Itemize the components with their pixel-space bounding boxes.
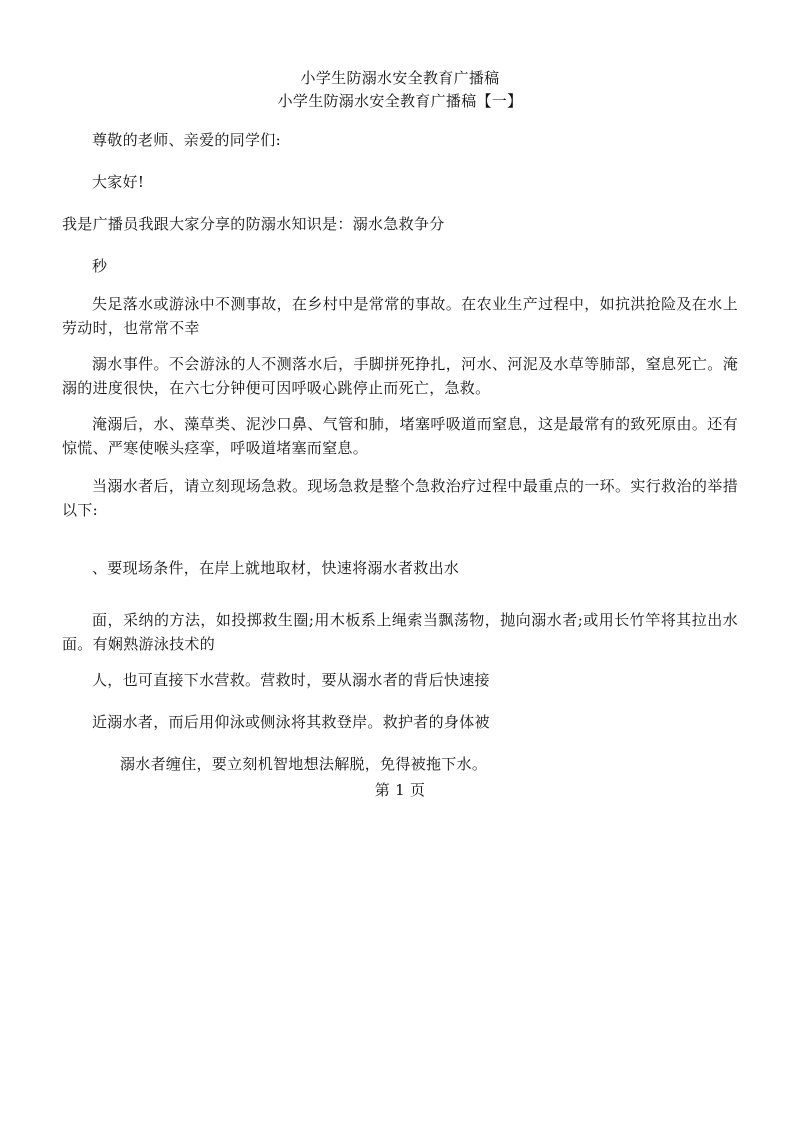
intro-continued-paragraph: 秒: [92, 257, 108, 275]
body-paragraph-3: 淹溺后，水、藻草类、泥沙口鼻、气管和肺，堵塞呼吸道而窒息，这是最常有的致死原由。还有惊慌、严寒使喉头痉挛，呼吸道堵塞而窒息。: [62, 415, 738, 457]
rescue-continued-3: 溺水者缠住，要立刻机智地想法解脱，免得被拖下水。: [120, 755, 488, 773]
body-paragraph-4: 当溺水者后，请立刻现场急救。现场急救是整个急救治疗过程中最重点的一环。实行救治的举措以下:: [62, 477, 738, 519]
hello-paragraph: 大家好!: [92, 173, 145, 191]
rescue-continued-2: 近溺水者，而后用仰泳或侧泳将其救登岸。救护者的身体被: [92, 713, 490, 731]
document-subtitle: 小学生防溺水安全教育广播稿【一】: [277, 92, 523, 110]
rescue-continued-1: 人，也可直接下水营救。营救时，要从溺水者的背后快速接: [92, 671, 490, 689]
rescue-methods-paragraph: 面，采纳的方法，如投掷救生圈;用木板系上绳索当飘荡物，抛向溺水者;或用长竹竿将其拉出水面。有娴熟游泳技术的: [62, 611, 738, 653]
greeting-paragraph: 尊敬的老师、亲爱的同学们:: [92, 131, 281, 149]
rescue-step-1: 、要现场条件，在岸上就地取材，快速将溺水者救出水: [92, 559, 460, 577]
intro-paragraph: 我是广播员我跟大家分享的防溺水知识是：溺水急救争分: [62, 215, 445, 233]
body-paragraph-2: 溺水事件。不会游泳的人不测落水后，手脚拼死挣扎，河水、河泥及水草等肺部，窒息死亡。淹溺的进度很快，在六七分钟便可因呼吸心跳停止而死亡，急救。: [62, 355, 738, 397]
body-paragraph-1: 失足落水或游泳中不测事故，在乡村中是常常的事故。在农业生产过程中，如抗洪抢险及在水上劳动时，也常常不幸: [62, 295, 738, 337]
page-number: 第 1 页: [374, 781, 426, 799]
document-title: 小学生防溺水安全教育广播稿: [300, 69, 500, 87]
